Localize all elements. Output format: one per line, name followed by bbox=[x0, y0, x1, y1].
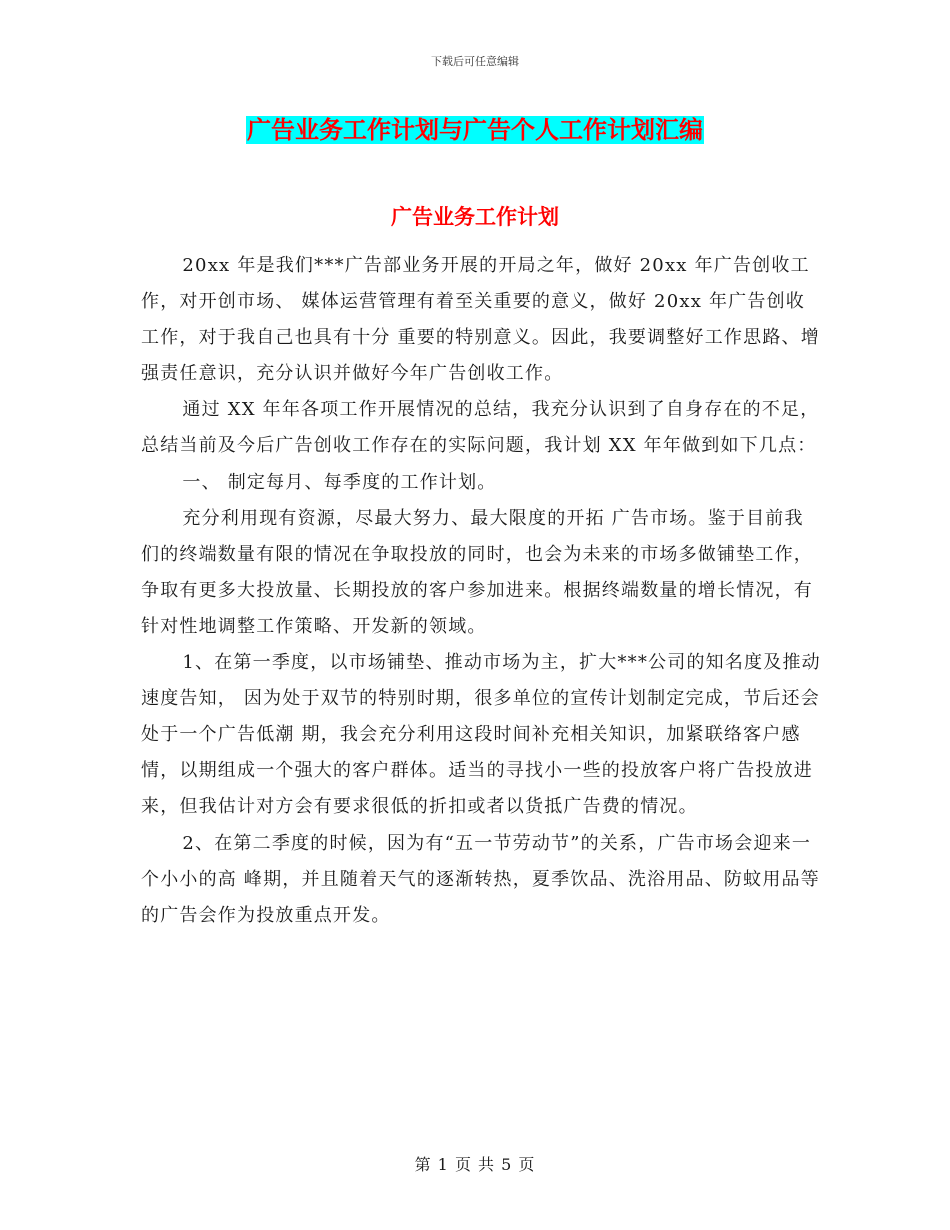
paragraph: 1、在第一季度，以市场铺垫、推动市场为主，扩大***公司的知名度及推动速度告知， 因为处于双节的特别时期，很多单位的宣传计划制定完成，节后还会处于一个广告低潮 期，我会充分利用这段时间补充相关知识，加紧联络客户感情，以期组成一个强大的客户群体。适当的寻找小一些的投放客户将广告投放进来，但我估计对方会有要求很低的折扣或者以货抵广告费的情况。 bbox=[141, 652, 821, 818]
document-title bbox=[0, 112, 950, 148]
paragraph: 一、 制定每月、每季度的工作计划。 bbox=[182, 471, 497, 493]
header-note: 下载后可任意编辑 bbox=[431, 55, 519, 68]
document-title-text: 广告业务工作计划与广告个人工作计划汇编 bbox=[247, 116, 703, 144]
paragraph: 2、在第二季度的时候，因为有“五一节劳动节”的关系，广告市场会迎来一个小小的高 峰期，并且随着天气的逐渐转热，夏季饮品、洗浴用品、防蚊用品等的广告会作为投放重点开发。 bbox=[141, 832, 820, 926]
paragraph: 20xx 年是我们***广告部业务开展的开局之年，做好 20xx 年广告创收工作，对开创市场、 媒体运营管理有着至关重要的意义，做好 20xx 年广告创收工作，对于我自己也具有十分 重要的特别意义。因此，我要调整好工作思路、增强责任意识，充分认识并做好今年广告创收工作。 bbox=[141, 255, 820, 385]
paragraph: 通过 XX 年年各项工作开展情况的总结，我充分认识到了自身存在的不足，总结当前及今后广告创收工作存在的实际问题，我计划 XX 年年做到如下几点： bbox=[141, 399, 820, 457]
document-body bbox=[141, 248, 821, 934]
page-footer: 第 1 页 共 5 页 bbox=[414, 1155, 536, 1174]
section-title: 广告业务工作计划 bbox=[391, 205, 559, 229]
paragraph: 充分利用现有资源，尽最大努力、最大限度的开拓 广告市场。鉴于目前我们的终端数量有限的情况在争取投放的同时，也会为未来的市场多做铺垫工作，争取有更多大投放量、长期投放的客户参加进来。根据终端数量的增长情况，有针对性地调整工作策略、开发新的领域。 bbox=[141, 507, 813, 637]
